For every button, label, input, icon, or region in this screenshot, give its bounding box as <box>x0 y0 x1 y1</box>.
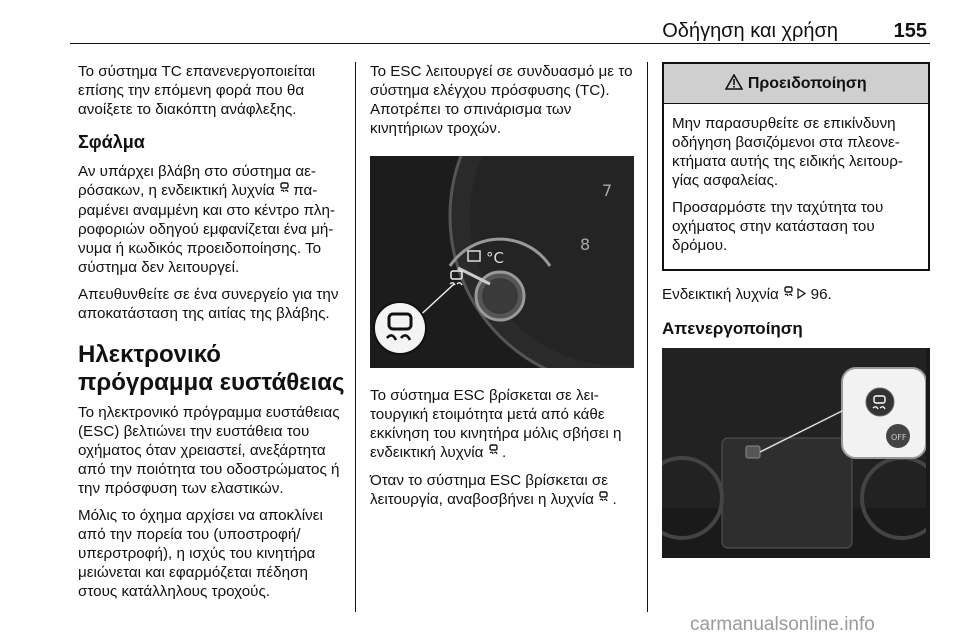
fault-text: Αν υπάρχει βλάβη στο σύστημα αερόσακων, η ενδεικτική λυχνία παραμένει αναμμένη και στο κέντρο πληροφοριών οδηγού εμφανίζεται ένα μήνυμα ή κωδικός προειδοποίησης. Το σύστημα δεν λειτουργεί. <box>78 163 336 276</box>
warning-text: Προσαρμόστε την ταχύτητα του οχήματος στην κατάσταση του δρόμου. <box>672 199 884 254</box>
column-1 <box>78 62 348 609</box>
reference-page[interactable]: 96. <box>810 286 832 303</box>
section-title: Οδήγηση και χρήση <box>662 20 838 42</box>
esc-tc-text: Το ESC λειτουργεί σε συνδυασμό με το σύστημα ελέγχου πρόσφυσης (TC). Αποτρέπει το σπινάρισμα των κινητήριων τροχών. <box>370 63 633 137</box>
column-divider <box>647 62 648 612</box>
warning-box <box>662 62 930 271</box>
warning-text: Μην παρασυρθείτε σε επικίνδυνη οδήγηση βασιζόμενοι στα πλεονεκτήματα αυτής της ειδικής λειτουργίας ασφαλείας. <box>672 115 903 189</box>
esc-lamp-icon <box>783 288 797 302</box>
esc-heading: Ηλεκτρονικό πρόγραμμα ευστάθειας <box>78 341 345 396</box>
watermark: carmanualsonline.info <box>690 614 875 635</box>
warning-title: Προειδοποίηση <box>747 75 867 92</box>
esc-active-text: Όταν το σύστημα ESC βρίσκεται σε λειτουργία, αναβοσβήνει η λυχνία . <box>370 472 617 508</box>
dashboard-button-figure <box>662 348 930 558</box>
page-header <box>70 0 930 44</box>
column-divider <box>355 62 356 612</box>
column-2 <box>370 62 634 518</box>
warning-header <box>664 64 928 104</box>
esc-intro-text: Το ηλεκτρονικό πρόγραμμα ευστάθειας (ESC) βελτιώνει την ευστάθεια του οχήματος όταν χρειαστεί, ανεξάρτητα από την ποιότητα του οδοστρώματος ή την πρόσφυση των ελαστικών. <box>78 404 340 497</box>
warning-triangle-icon <box>725 75 747 92</box>
arrow-ref-icon <box>797 286 810 303</box>
dial-number: 8 <box>580 235 591 254</box>
esc-lamp-icon <box>488 446 502 460</box>
workshop-text: Απευθυνθείτε σε ένα συνεργείο για την αποκατάσταση της αιτίας της βλάβης. <box>78 286 339 322</box>
button-label: OFF <box>891 433 907 442</box>
esc-lamp-icon <box>598 493 612 507</box>
fault-heading: Σφάλμα <box>78 132 145 152</box>
instrument-cluster-figure <box>370 156 634 368</box>
lamp-reference: Ενδεικτική λυχνία 96. <box>662 286 832 303</box>
esc-function-text: Μόλις το όχημα αρχίσει να αποκλίνει από την πορεία του (υποστροφή/ υπερστροφή), η ισχύς του κινητήρα μειώνεται και εφαρμόζεται πέδηση στους κατάλληλους τροχούς. <box>78 507 323 600</box>
deactivation-heading: Απενεργοποίηση <box>662 319 803 338</box>
tc-reactivation-text: Το σύστημα TC επανενεργοποιείται επίσης την επόμενη φορά που θα ανοίξετε το διακόπτη ανάφλεξης. <box>78 63 316 118</box>
column-3 <box>662 62 930 576</box>
gauge-temp-label: °C <box>486 249 504 267</box>
warning-body <box>664 104 928 269</box>
dial-number: 7 <box>602 181 613 200</box>
esc-lamp-icon <box>279 184 293 198</box>
page-number: 155 <box>893 20 927 42</box>
esc-ready-text: Το σύστημα ESC βρίσκεται σε λειτουργική ετοιμότητα μετά από κάθε εκκίνηση του κινητήρα μόλις σβήσει η ενδεικτική λυχνία . <box>370 387 622 461</box>
